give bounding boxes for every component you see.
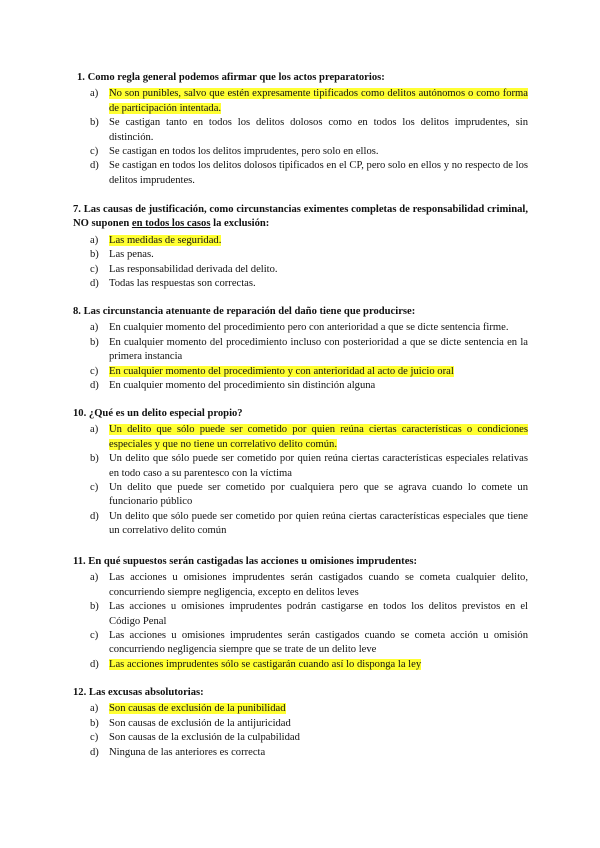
- option-letter: d): [90, 510, 99, 522]
- options-list: [73, 423, 528, 538]
- option-b: [73, 336, 528, 365]
- options-list: [73, 87, 528, 188]
- option-text: En cualquier momento del procedimiento y con anterioridad al acto de juicio oral: [109, 365, 454, 377]
- options-list: [73, 321, 528, 393]
- option-letter: b): [90, 249, 99, 261]
- option-c: [73, 731, 528, 745]
- option-c: [73, 629, 528, 658]
- option-text: Un delito que sólo puede ser cometido por quien reúna ciertas características especiales relativas en todo caso a su parentesco con la víctima: [109, 453, 528, 479]
- option-letter: c): [90, 365, 99, 377]
- option-letter: c): [90, 630, 99, 642]
- option-letter: a): [90, 424, 99, 436]
- option-b: [73, 452, 528, 481]
- options-list: [73, 234, 528, 292]
- option-letter: c): [90, 732, 99, 744]
- options-list: [73, 702, 528, 760]
- option-a: [73, 321, 528, 335]
- option-c: [73, 365, 528, 379]
- question-12: [73, 686, 528, 760]
- option-d: [73, 746, 528, 760]
- option-text: En cualquier momento del procedimiento incluso con posterioridad a que se dicte sentencia en la primera instancia: [109, 336, 528, 363]
- question-11: [73, 555, 528, 672]
- option-text: Son causas de exclusión de la antijuricidad: [109, 717, 291, 729]
- question-title: 12. Las excusas absolutorias:: [73, 687, 204, 698]
- option-c: [73, 481, 528, 510]
- option-c: [73, 145, 528, 159]
- option-text: Se castigan en todos los delitos dolosos tipificados en el CP, pero solo en ellos y no respecto de los delitos imprudentes.: [109, 160, 528, 186]
- option-text: Las penas.: [109, 249, 154, 261]
- option-letter: a): [90, 703, 99, 715]
- option-letter: c): [90, 146, 99, 158]
- option-a: [73, 423, 528, 452]
- option-b: [73, 116, 528, 145]
- option-text: Son causas de la exclusión de la culpabilidad: [109, 732, 300, 744]
- option-letter: d): [90, 278, 99, 290]
- option-letter: c): [90, 482, 99, 494]
- option-a: [73, 702, 528, 716]
- option-b: [73, 600, 528, 629]
- option-d: [73, 510, 528, 539]
- option-d: [73, 379, 528, 393]
- question-title: 10. ¿Qué es un delito especial propio?: [73, 408, 243, 419]
- option-letter: b): [90, 717, 99, 729]
- option-text: Las acciones u omisiones imprudentes podrán castigarse en todos los delitos previstos en el Código Penal: [109, 601, 528, 627]
- option-letter: a): [90, 88, 99, 100]
- option-letter: c): [90, 263, 99, 275]
- option-letter: b): [90, 601, 99, 613]
- question-title: [73, 203, 528, 232]
- option-text: Las acciones imprudentes sólo se castigarán cuando así lo disponga la ley: [109, 658, 422, 670]
- option-letter: a): [90, 234, 99, 246]
- option-letter: b): [90, 336, 99, 348]
- question-title: 8. Las circunstancia atenuante de reparación del daño tiene que producirse:: [73, 306, 416, 317]
- option-text: Ninguna de las anteriores es correcta: [109, 746, 266, 758]
- option-text: En cualquier momento del procedimiento pero con anterioridad a que se dicte sentencia firme.: [109, 322, 509, 334]
- title-underlined-text: en todos los casos: [131, 218, 211, 230]
- options-list: [73, 571, 528, 672]
- option-b: [73, 717, 528, 731]
- question-8: [73, 305, 528, 393]
- option-text: Las responsabilidad derivada del delito.: [109, 263, 278, 275]
- option-text: Se castigan en todos los delitos imprudentes, pero solo en ellos.: [109, 146, 379, 158]
- option-d: [73, 658, 528, 672]
- option-text: Todas las respuestas son correctas.: [109, 278, 256, 290]
- option-letter: d): [90, 380, 99, 392]
- option-c: [73, 263, 528, 277]
- option-letter: a): [90, 322, 99, 334]
- option-text: Las medidas de seguridad.: [109, 234, 222, 246]
- option-letter: d): [90, 746, 99, 758]
- question-10: [73, 407, 528, 539]
- title-text-end: la exclusión:: [210, 218, 270, 230]
- question-title: 11. En qué supuestos serán castigadas las acciones u omisiones imprudentes:: [73, 556, 418, 567]
- option-letter: b): [90, 453, 99, 465]
- option-text: Un delito que puede ser cometido por cualquiera pero que se agrava cuando lo comete un funcionario público: [109, 482, 528, 508]
- option-letter: a): [90, 572, 99, 584]
- option-b: [73, 248, 528, 262]
- option-d: [73, 159, 528, 188]
- option-a: [73, 87, 528, 116]
- question-7: [73, 203, 528, 291]
- question-1: [73, 71, 528, 188]
- option-text: Son causas de exclusión de la punibilidad: [109, 703, 286, 715]
- option-a: [73, 234, 528, 248]
- option-text: Se castigan tanto en todos los delitos dolosos como en todos los delitos imprudentes, sin distinción.: [109, 117, 528, 143]
- option-a: [73, 571, 528, 600]
- option-text: Las acciones u omisiones imprudentes serán castigados cuando se cometa acción u omisión concurriendo negligencia siempre que se trate de un delito leve: [109, 630, 528, 656]
- option-letter: d): [90, 160, 99, 172]
- option-text: En cualquier momento del procedimiento sin distinción alguna: [109, 380, 376, 392]
- title-text: 7. Las causas de justificación, como circunstancias eximentes completas de responsabilidad criminal, NO suponen: [73, 204, 528, 230]
- option-d: [73, 277, 528, 291]
- option-letter: d): [90, 658, 99, 670]
- option-text: No son punibles, salvo que estén expresamente tipificados como delitos autónomos o como forma de participación intentada.: [109, 88, 528, 114]
- option-text: Un delito que sólo puede ser cometido por quien reúna ciertas características o condiciones especiales y que no tiene un correlativo delito común.: [109, 424, 528, 450]
- question-title: 1. Como regla general podemos afirmar que los actos preparatorios:: [77, 72, 385, 83]
- option-text: Las acciones u omisiones imprudentes serán castigados cuando se cometa cualquier delito, concurriendo siempre negligencia, excepto en delitos leves: [109, 572, 528, 598]
- option-text: Un delito que sólo puede ser cometido por quien reúna ciertas características especiales que tiene un correlativo delito común: [109, 510, 528, 537]
- option-letter: b): [90, 117, 99, 129]
